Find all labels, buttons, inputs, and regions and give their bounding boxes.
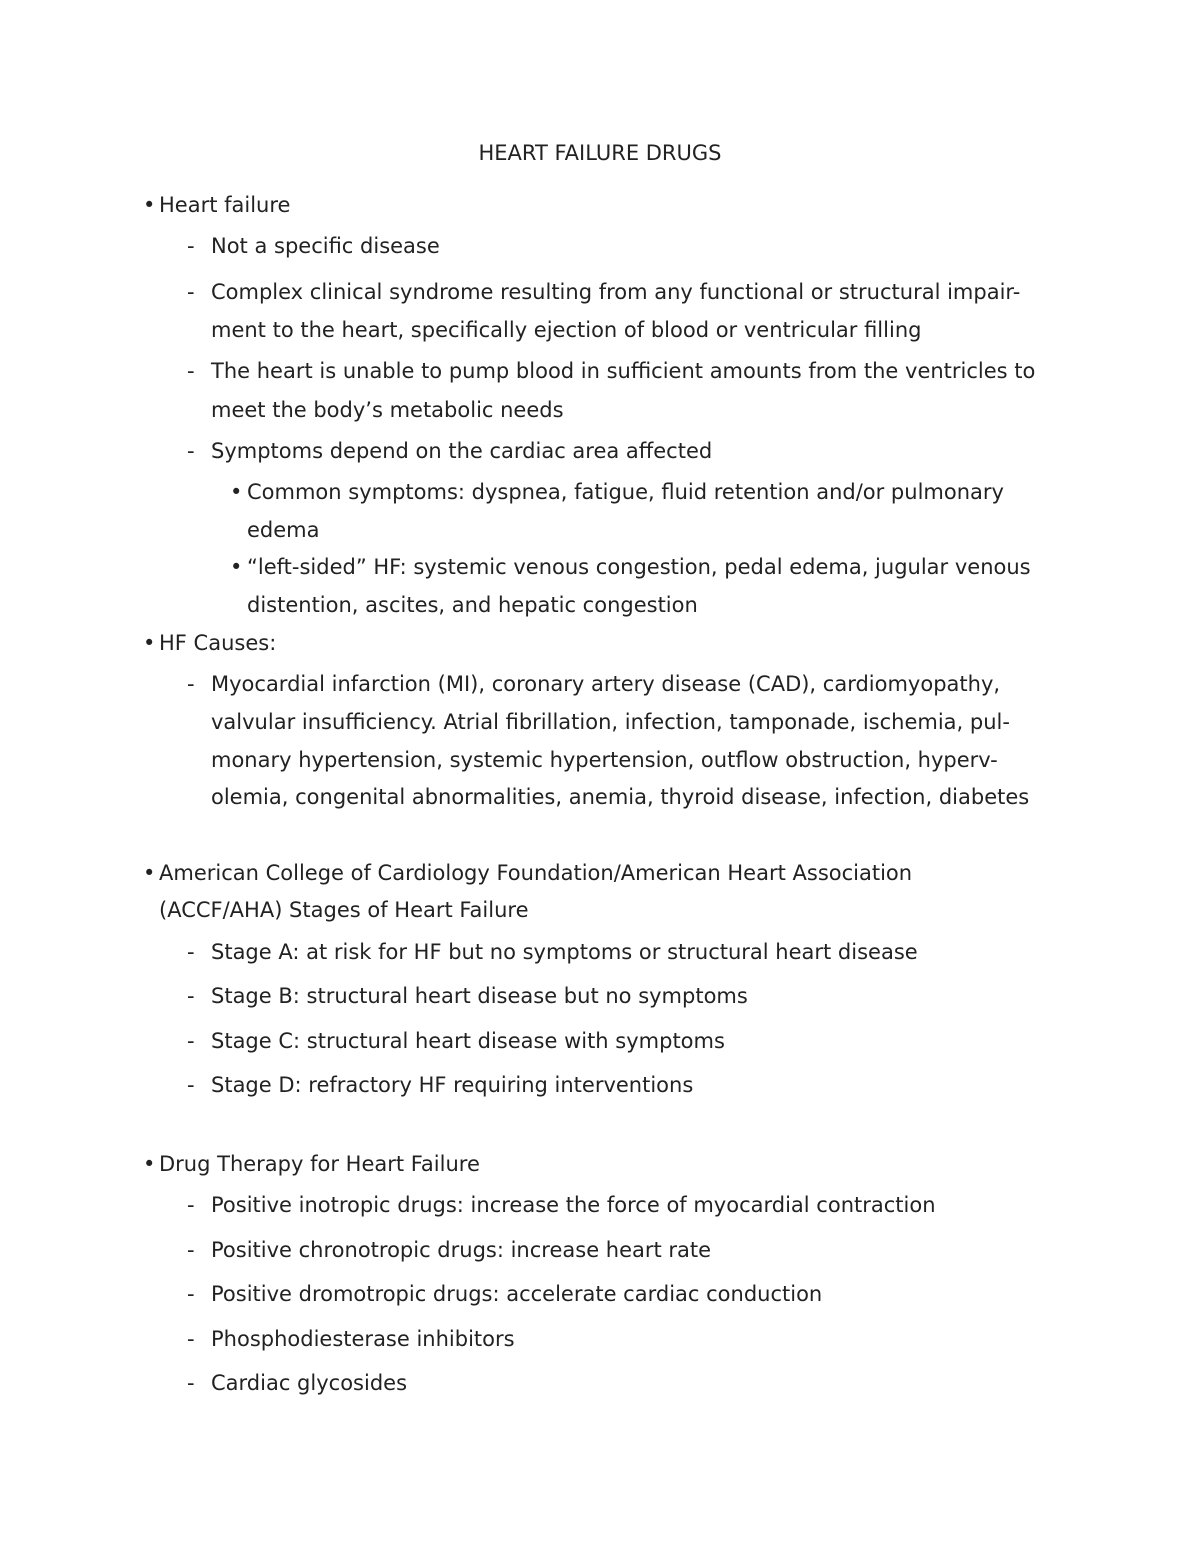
list-item: Positive inotropic drugs: increase the force of myocardial contraction xyxy=(211,1193,936,1217)
bullet-marker: • xyxy=(143,631,156,655)
list-item: Stage A: at risk for HF but no symptoms or structural heart disease xyxy=(211,940,918,964)
list-item: Not a specific disease xyxy=(211,234,440,258)
sub-list-item-continuation: distention, ascites, and hepatic congestion xyxy=(247,593,698,617)
list-item-continuation: valvular insufficiency. Atrial fibrillation, infection, tamponade, ischemia, pul- xyxy=(211,710,1010,734)
dash-marker: - xyxy=(187,234,195,258)
list-item: Positive dromotropic drugs: accelerate cardiac conduction xyxy=(211,1282,823,1306)
section-heading-stages: American College of Cardiology Foundation/American Heart Association xyxy=(159,861,913,885)
dash-marker: - xyxy=(187,1327,195,1351)
bullet-marker: • xyxy=(143,1152,156,1176)
list-item: Stage D: refractory HF requiring interventions xyxy=(211,1073,694,1097)
list-item: Stage C: structural heart disease with symptoms xyxy=(211,1029,725,1053)
section-heading-drug-therapy: Drug Therapy for Heart Failure xyxy=(159,1152,480,1176)
bullet-marker: • xyxy=(230,480,243,504)
dash-marker: - xyxy=(187,984,195,1008)
dash-marker: - xyxy=(187,439,195,463)
bullet-marker: • xyxy=(230,555,243,579)
dash-marker: - xyxy=(187,1029,195,1053)
list-item: Phosphodiesterase inhibitors xyxy=(211,1327,515,1351)
list-item-continuation: olemia, congenital abnormalities, anemia, thyroid disease, infection, diabetes xyxy=(211,785,1030,809)
list-item: Stage B: structural heart disease but no symptoms xyxy=(211,984,748,1008)
bullet-marker: • xyxy=(143,861,156,885)
list-item-continuation: meet the body’s metabolic needs xyxy=(211,398,564,422)
list-item: Positive chronotropic drugs: increase heart rate xyxy=(211,1238,712,1262)
dash-marker: - xyxy=(187,1282,195,1306)
dash-marker: - xyxy=(187,280,195,304)
page-title: HEART FAILURE DRUGS xyxy=(478,141,722,165)
list-item-continuation: ment to the heart, specifically ejection of blood or ventricular filling xyxy=(211,318,922,342)
list-item: Myocardial infarction (MI), coronary artery disease (CAD), cardiomyopathy, xyxy=(211,672,1001,696)
dash-marker: - xyxy=(187,1371,195,1395)
section-heading-hf-causes: HF Causes: xyxy=(159,631,277,655)
bullet-marker: • xyxy=(143,193,156,217)
dash-marker: - xyxy=(187,1238,195,1262)
list-item: Cardiac glycosides xyxy=(211,1371,408,1395)
list-item: Complex clinical syndrome resulting from any functional or structural impair- xyxy=(211,280,1021,304)
list-item: Symptoms depend on the cardiac area affected xyxy=(211,439,713,463)
section-heading-stages-continuation: (ACCF/AHA) Stages of Heart Failure xyxy=(159,898,529,922)
sub-list-item-continuation: edema xyxy=(247,518,320,542)
dash-marker: - xyxy=(187,1073,195,1097)
dash-marker: - xyxy=(187,672,195,696)
sub-list-item: “left-sided” HF: systemic venous congestion, pedal edema, jugular venous xyxy=(247,555,1031,579)
dash-marker: - xyxy=(187,940,195,964)
dash-marker: - xyxy=(187,359,195,383)
section-heading-heart-failure: Heart failure xyxy=(159,193,291,217)
list-item: The heart is unable to pump blood in sufficient amounts from the ventricles to xyxy=(211,359,1036,383)
dash-marker: - xyxy=(187,1193,195,1217)
sub-list-item: Common symptoms: dyspnea, fatigue, fluid retention and/or pulmonary xyxy=(247,480,1004,504)
list-item-continuation: monary hypertension, systemic hypertension, outflow obstruction, hyperv- xyxy=(211,748,998,772)
